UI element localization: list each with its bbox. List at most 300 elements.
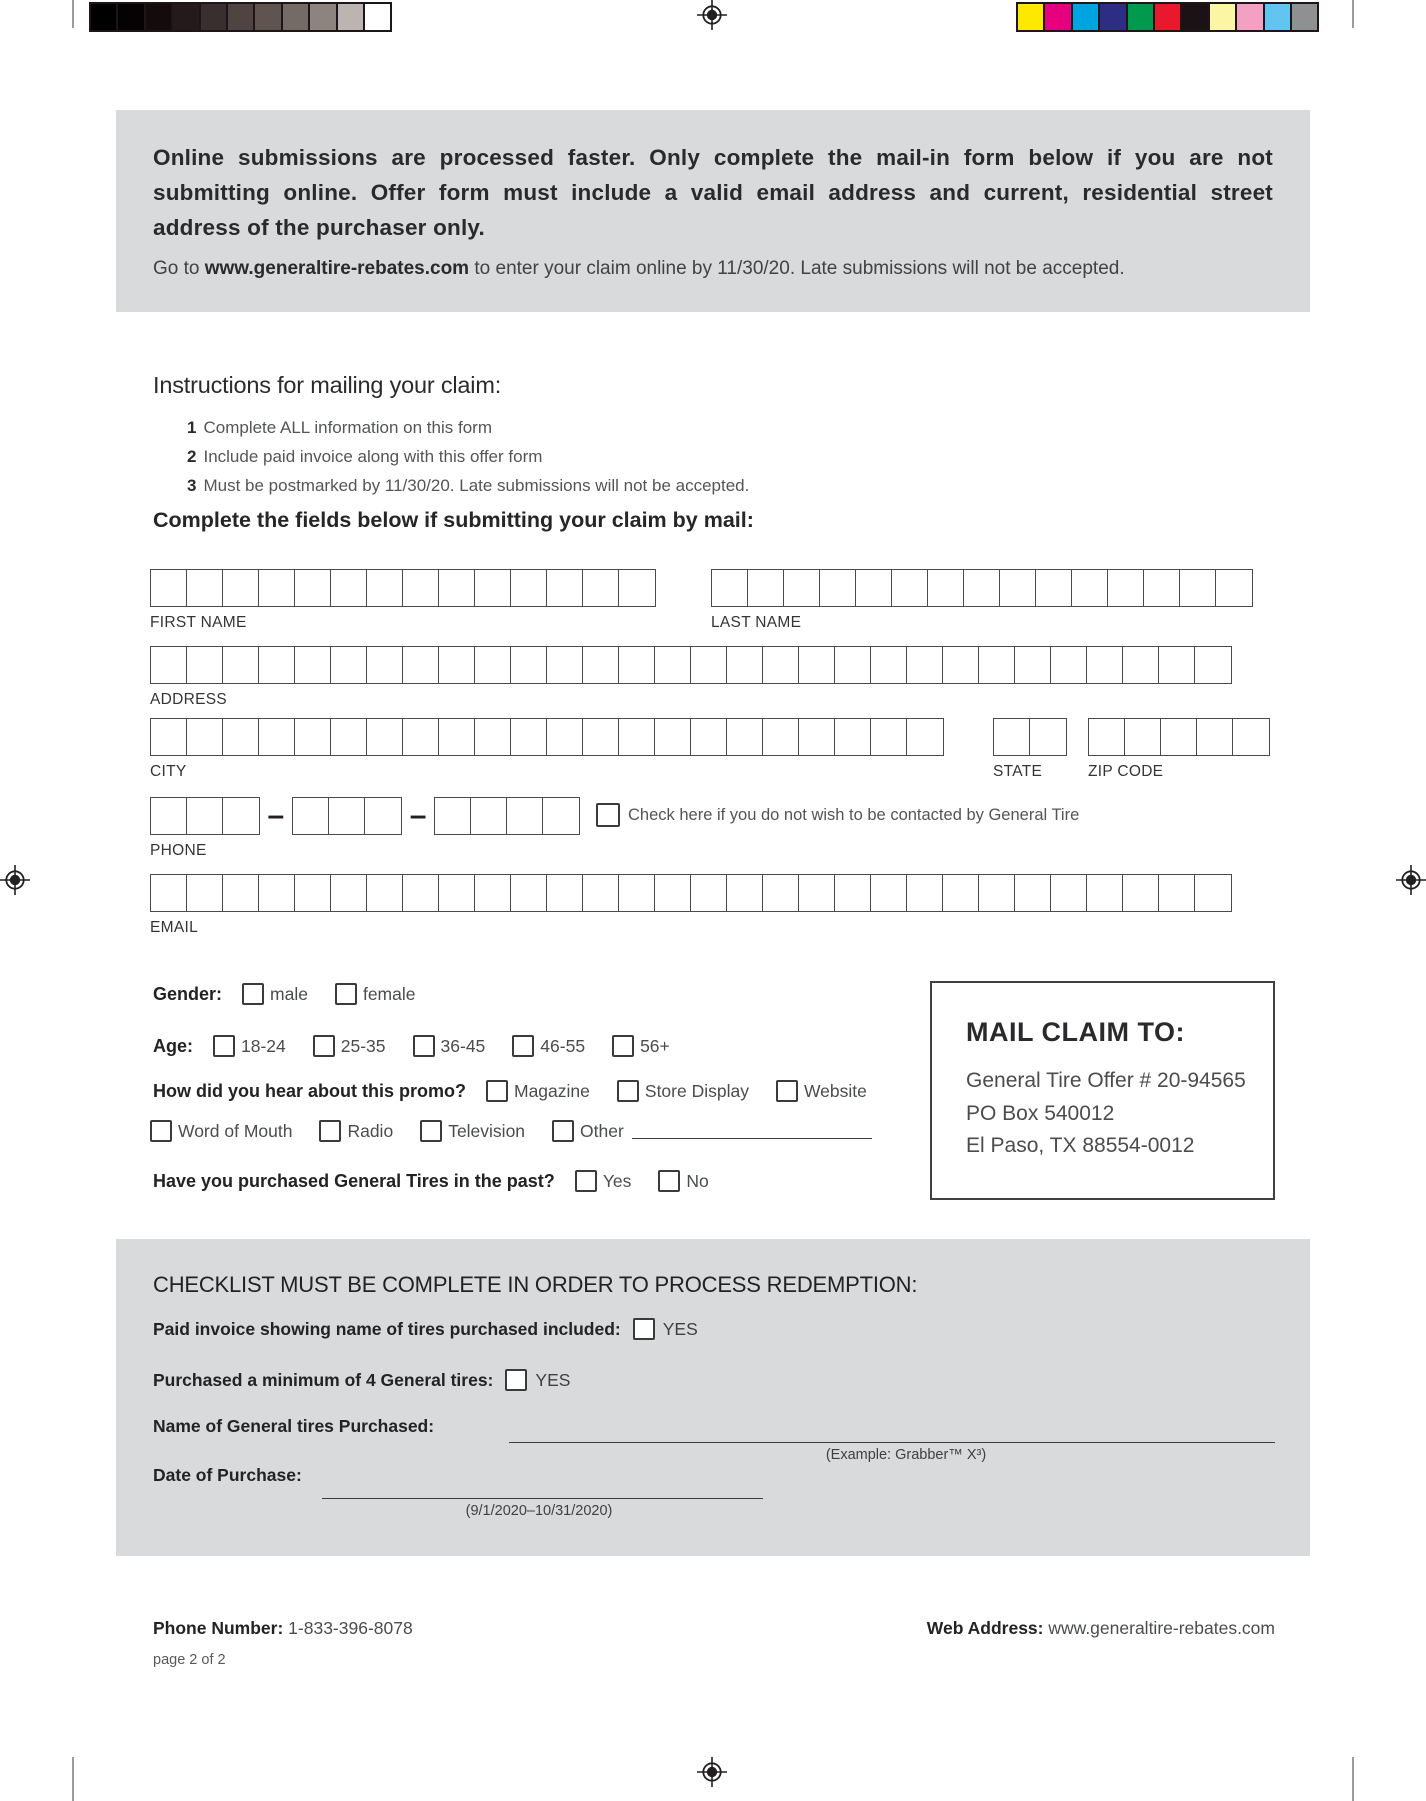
char-box[interactable]: [438, 646, 476, 684]
instruction-text: Complete ALL information on this form: [203, 418, 492, 437]
char-box[interactable]: [1158, 646, 1196, 684]
calibration-swatch: [1290, 2, 1319, 32]
gender-checkbox-male[interactable]: [242, 983, 264, 1005]
promo-label-website: Website: [803, 1080, 867, 1101]
promo-options-line1: [486, 1080, 867, 1102]
instruction-item: [187, 442, 1203, 471]
invoice-yes-checkbox[interactable]: [633, 1318, 655, 1340]
char-box[interactable]: [474, 874, 512, 912]
other-write-in-line[interactable]: [632, 1138, 872, 1139]
char-box[interactable]: [654, 874, 692, 912]
char-box[interactable]: [870, 718, 908, 756]
calibration-swatch: [308, 2, 337, 32]
past-purchase-options: [575, 1170, 709, 1192]
registration-mark-icon: [697, 1757, 727, 1787]
phone-dash: –: [409, 799, 427, 832]
mailing-instructions: [153, 372, 1203, 500]
phone-group: [434, 797, 580, 835]
promo-option-television: [420, 1120, 525, 1142]
contact-optout-checkbox[interactable]: [596, 803, 620, 827]
char-box[interactable]: [618, 569, 656, 607]
char-box[interactable]: [726, 874, 764, 912]
zip-field: [1088, 718, 1270, 781]
age-question: Age:: [153, 1035, 193, 1056]
minimum-yes-label: YES: [535, 1369, 571, 1390]
instruction-item: [187, 413, 1203, 442]
char-box[interactable]: [438, 569, 476, 607]
mail-claim-heading: MAIL CLAIM TO:: [966, 1017, 1185, 1047]
promo-checkbox-magazine[interactable]: [486, 1080, 508, 1102]
char-box[interactable]: [294, 646, 332, 684]
promo-checkbox-television[interactable]: [420, 1120, 442, 1142]
address-boxes: [150, 646, 1232, 684]
online-submission-notice: [116, 110, 1310, 312]
char-box[interactable]: [870, 646, 908, 684]
checklist-tire-name-item: [153, 1416, 446, 1437]
char-box[interactable]: [690, 874, 728, 912]
redemption-checklist: [116, 1239, 1310, 1556]
char-box[interactable]: [582, 874, 620, 912]
mail-claim-address: [966, 1065, 1246, 1163]
char-box[interactable]: [726, 718, 764, 756]
char-box[interactable]: [1194, 646, 1232, 684]
age-label-36-45: 36-45: [440, 1035, 486, 1056]
age-label-56: 56+: [640, 1035, 670, 1056]
state-field: [993, 718, 1067, 781]
past-label-no: No: [686, 1170, 709, 1191]
char-box[interactable]: [1071, 569, 1109, 607]
char-box[interactable]: [819, 569, 857, 607]
age-checkbox-18-24[interactable]: [213, 1035, 235, 1057]
promo-source-row: [153, 1080, 867, 1102]
char-box[interactable]: [999, 569, 1037, 607]
instruction-number: 2: [187, 447, 197, 466]
gender-label-female: female: [362, 983, 416, 1004]
promo-checkbox-other[interactable]: [552, 1120, 574, 1142]
char-box[interactable]: [366, 569, 404, 607]
char-box[interactable]: [330, 874, 368, 912]
char-box[interactable]: [186, 797, 224, 835]
char-box[interactable]: [546, 646, 584, 684]
calibration-swatch: [171, 2, 200, 32]
phone-label: PHONE: [150, 842, 207, 859]
calibration-swatch: [1126, 2, 1155, 32]
char-box[interactable]: [993, 718, 1031, 756]
age-checkbox-36-45[interactable]: [413, 1035, 435, 1057]
calibration-swatch: [1153, 2, 1182, 32]
char-box[interactable]: [582, 718, 620, 756]
state-label: STATE: [993, 763, 1043, 780]
char-box[interactable]: [618, 718, 656, 756]
gender-row: [153, 983, 415, 1005]
char-box[interactable]: [1050, 874, 1088, 912]
char-box[interactable]: [402, 569, 440, 607]
char-box[interactable]: [474, 569, 512, 607]
char-box[interactable]: [402, 874, 440, 912]
email-label: EMAIL: [150, 919, 199, 936]
char-box[interactable]: [1107, 569, 1145, 607]
calibration-swatch: [363, 2, 392, 32]
char-box[interactable]: [762, 718, 800, 756]
minimum-item-label: Purchased a minimum of 4 General tires:: [153, 1369, 494, 1390]
char-box[interactable]: [855, 569, 893, 607]
char-box[interactable]: [258, 718, 296, 756]
char-box[interactable]: [222, 646, 260, 684]
crop-mark: [1352, 0, 1354, 28]
phone-group: [150, 797, 260, 835]
tire-name-label: Name of General tires Purchased:: [153, 1416, 435, 1436]
promo-label-store-display: Store Display: [644, 1080, 749, 1101]
char-box[interactable]: [510, 874, 548, 912]
char-box[interactable]: [1215, 569, 1253, 607]
char-box[interactable]: [366, 646, 404, 684]
promo-checkbox-website[interactable]: [776, 1080, 798, 1102]
calibration-swatch: [226, 2, 255, 32]
instructions-heading: Instructions for mailing your claim:: [153, 372, 502, 398]
calibration-swatch: [1235, 2, 1264, 32]
char-box[interactable]: [1158, 874, 1196, 912]
registration-mark-icon: [697, 0, 727, 30]
mail-address-line: PO Box 540012: [966, 1101, 1115, 1125]
char-box[interactable]: [438, 874, 476, 912]
phone-group: [292, 797, 402, 835]
checklist-date-item: [153, 1465, 314, 1486]
promo-source-row-2: [150, 1120, 872, 1142]
phone-dash: –: [267, 799, 285, 832]
calibration-swatch: [116, 2, 145, 32]
gender-options: [242, 983, 415, 1005]
mail-address-line: General Tire Offer # 20-94565: [966, 1069, 1246, 1092]
char-box[interactable]: [222, 569, 260, 607]
age-label-25-35: 25-35: [340, 1035, 386, 1056]
calibration-swatch: [89, 2, 118, 32]
char-box[interactable]: [798, 646, 836, 684]
gender-checkbox-female[interactable]: [335, 983, 357, 1005]
char-box[interactable]: [330, 569, 368, 607]
char-box[interactable]: [364, 797, 402, 835]
char-box[interactable]: [942, 874, 980, 912]
char-box[interactable]: [906, 874, 944, 912]
char-box[interactable]: [762, 874, 800, 912]
char-box[interactable]: [906, 718, 944, 756]
char-box[interactable]: [546, 874, 584, 912]
checklist-minimum-item: [153, 1369, 570, 1391]
registration-mark-icon: [0, 865, 30, 895]
char-box[interactable]: [762, 646, 800, 684]
promo-options-line2: [150, 1120, 624, 1142]
calibration-swatch: [144, 2, 173, 32]
calibration-swatch: [1016, 2, 1045, 32]
age-checkbox-46-55[interactable]: [512, 1035, 534, 1057]
invoice-yes-label: YES: [662, 1318, 698, 1339]
char-box[interactable]: [618, 874, 656, 912]
age-options: [213, 1035, 670, 1057]
char-box[interactable]: [470, 797, 508, 835]
char-box[interactable]: [366, 874, 404, 912]
past-option-yes: [575, 1170, 632, 1192]
char-box[interactable]: [186, 718, 224, 756]
char-box[interactable]: [1122, 646, 1160, 684]
address-field: [150, 646, 1232, 709]
instruction-item: [187, 471, 1203, 500]
promo-checkbox-radio[interactable]: [319, 1120, 341, 1142]
char-box[interactable]: [222, 718, 260, 756]
char-box[interactable]: [942, 646, 980, 684]
contact-optout-label: Check here if you do not wish to be contacted by General Tire: [628, 805, 1080, 824]
char-box[interactable]: [1143, 569, 1181, 607]
instruction-number: 1: [187, 418, 197, 437]
rebate-url: www.generaltire-rebates.com: [204, 258, 470, 279]
calibration-swatch: [1098, 2, 1127, 32]
purchase-date-label: Date of Purchase:: [153, 1465, 302, 1485]
char-box[interactable]: [1232, 718, 1270, 756]
char-box[interactable]: [1086, 874, 1124, 912]
promo-option-radio: [319, 1120, 393, 1142]
footer-phone-value: 1-833-396-8078: [288, 1618, 413, 1638]
char-box[interactable]: [927, 569, 965, 607]
instructions-list: [153, 413, 1203, 500]
gender-option-female: [335, 983, 416, 1005]
char-box[interactable]: [654, 718, 692, 756]
char-box[interactable]: [330, 646, 368, 684]
calibration-swatch: [1043, 2, 1072, 32]
char-box[interactable]: [1014, 646, 1052, 684]
char-box[interactable]: [150, 718, 188, 756]
char-box[interactable]: [834, 718, 872, 756]
char-box[interactable]: [1088, 718, 1126, 756]
age-option-56: [612, 1035, 670, 1057]
calibration-swatch: [281, 2, 310, 32]
char-box[interactable]: [654, 646, 692, 684]
invoice-item-label: Paid invoice showing name of tires purchased included:: [153, 1318, 621, 1339]
age-option-25-35: [313, 1035, 386, 1057]
char-box[interactable]: [1124, 718, 1162, 756]
char-box[interactable]: [510, 569, 548, 607]
char-box[interactable]: [330, 718, 368, 756]
char-box[interactable]: [963, 569, 1001, 607]
crop-mark: [72, 0, 74, 28]
promo-checkbox-store-display[interactable]: [617, 1080, 639, 1102]
minimum-yes-checkbox[interactable]: [505, 1369, 527, 1391]
mail-address-line: El Paso, TX 88554-0012: [966, 1134, 1195, 1157]
promo-checkbox-word-of-mouth[interactable]: [150, 1120, 172, 1142]
char-box[interactable]: [150, 569, 188, 607]
footer-phone-label: Phone Number:: [153, 1618, 284, 1638]
instruction-text: Include paid invoice along with this offer form: [203, 447, 543, 466]
checklist-invoice-item: [153, 1318, 698, 1340]
char-box[interactable]: [834, 874, 872, 912]
last-name-boxes: [711, 569, 1253, 607]
footer-web-label: Web Address:: [926, 1618, 1044, 1638]
char-box[interactable]: [294, 874, 332, 912]
phone-field: [150, 797, 580, 860]
calibration-swatch: [199, 2, 228, 32]
promo-option-website: [776, 1080, 867, 1102]
mail-claim-to-box: [930, 981, 1275, 1200]
purchase-date-write-in-line[interactable]: [322, 1450, 763, 1499]
age-checkbox-25-35[interactable]: [313, 1035, 335, 1057]
tire-name-example-hint: (Example: Grabber™ X³): [825, 1447, 987, 1463]
form-section-heading: Complete the fields below if submitting your claim by mail:: [153, 508, 754, 532]
char-box[interactable]: [546, 569, 584, 607]
state-boxes: [993, 718, 1067, 756]
past-checkbox-yes[interactable]: [575, 1170, 597, 1192]
char-box[interactable]: [258, 646, 296, 684]
gender-option-male: [242, 983, 308, 1005]
zip-boxes: [1088, 718, 1270, 756]
char-box[interactable]: [618, 646, 656, 684]
note-prefix: Go to: [153, 258, 205, 279]
color-calibration-bar: [1016, 2, 1319, 32]
grayscale-calibration-bar: [89, 2, 392, 32]
calibration-swatch: [253, 2, 282, 32]
char-box[interactable]: [1029, 718, 1067, 756]
char-box[interactable]: [1035, 569, 1073, 607]
char-box[interactable]: [222, 874, 260, 912]
char-box[interactable]: [510, 718, 548, 756]
char-box[interactable]: [1122, 874, 1160, 912]
phone-boxes: [150, 797, 580, 835]
char-box[interactable]: [294, 718, 332, 756]
past-option-no: [658, 1170, 708, 1192]
char-box[interactable]: [1194, 874, 1232, 912]
char-box[interactable]: [258, 569, 296, 607]
note-suffix: to enter your claim online by 11/30/20. Late submissions will not be accepted.: [469, 258, 1125, 279]
promo-question: How did you hear about this promo?: [153, 1080, 466, 1101]
char-box[interactable]: [438, 718, 476, 756]
char-box[interactable]: [978, 646, 1016, 684]
char-box[interactable]: [258, 874, 296, 912]
char-box[interactable]: [726, 646, 764, 684]
promo-label-radio: Radio: [347, 1120, 394, 1141]
notice-text: Online submissions are processed faster. Only complete the mail-in form below if you are not submitting online. Offer form must include a valid email address and current, residential street address of the purchaser only.: [153, 145, 1273, 240]
char-box[interactable]: [1086, 646, 1124, 684]
char-box[interactable]: [978, 874, 1016, 912]
char-box[interactable]: [402, 718, 440, 756]
age-checkbox-56[interactable]: [612, 1035, 634, 1057]
zip-label: ZIP CODE: [1088, 763, 1164, 780]
char-box[interactable]: [711, 569, 749, 607]
past-checkbox-no[interactable]: [658, 1170, 680, 1192]
char-box[interactable]: [328, 797, 366, 835]
calibration-swatch: [1180, 2, 1209, 32]
past-label-yes: Yes: [602, 1170, 632, 1191]
tire-name-write-in-line[interactable]: [509, 1401, 1275, 1443]
email-field: [150, 874, 1232, 937]
char-box[interactable]: [150, 874, 188, 912]
footer-phone: [153, 1618, 413, 1639]
char-box[interactable]: [1179, 569, 1217, 607]
char-box[interactable]: [834, 646, 872, 684]
last-name-label: LAST NAME: [711, 614, 802, 631]
char-box[interactable]: [294, 569, 332, 607]
char-box[interactable]: [1196, 718, 1234, 756]
char-box[interactable]: [1050, 646, 1088, 684]
age-row: [153, 1035, 670, 1057]
age-label-18-24: 18-24: [241, 1035, 286, 1056]
char-box[interactable]: [906, 646, 944, 684]
purchase-date-range-hint: (9/1/2020–10/31/2020): [465, 1503, 613, 1519]
char-box[interactable]: [510, 646, 548, 684]
char-box[interactable]: [222, 797, 260, 835]
age-option-36-45: [413, 1035, 486, 1057]
char-box[interactable]: [891, 569, 929, 607]
crop-mark: [72, 1757, 74, 1801]
registration-mark-icon: [1396, 865, 1426, 895]
char-box[interactable]: [747, 569, 785, 607]
email-boxes: [150, 874, 1232, 912]
last-name-field: [711, 569, 1253, 632]
char-box[interactable]: [434, 797, 472, 835]
char-box[interactable]: [798, 874, 836, 912]
char-box[interactable]: [366, 718, 404, 756]
city-field: [150, 718, 944, 781]
instruction-number: 3: [187, 476, 197, 495]
address-label: ADDRESS: [150, 691, 228, 708]
promo-label-word-of-mouth: Word of Mouth: [178, 1120, 293, 1141]
char-box[interactable]: [582, 569, 620, 607]
char-box[interactable]: [186, 874, 224, 912]
char-box[interactable]: [546, 718, 584, 756]
instruction-text: Must be postmarked by 11/30/20. Late submissions will not be accepted.: [203, 476, 750, 495]
calibration-swatch: [336, 2, 365, 32]
gender-label-male: male: [270, 983, 308, 1004]
calibration-swatch: [1263, 2, 1292, 32]
first-name-field: [150, 569, 656, 632]
char-box[interactable]: [542, 797, 580, 835]
promo-label-television: Television: [448, 1120, 526, 1141]
char-box[interactable]: [474, 718, 512, 756]
city-label: CITY: [150, 763, 187, 780]
contact-optout: [596, 803, 1079, 827]
char-box[interactable]: [690, 646, 728, 684]
promo-option-store-display: [617, 1080, 749, 1102]
checklist-heading: CHECKLIST MUST BE COMPLETE IN ORDER TO PROCESS REDEMPTION:: [153, 1272, 918, 1297]
char-box[interactable]: [783, 569, 821, 607]
notice-note: [153, 258, 1273, 280]
promo-option-magazine: [486, 1080, 590, 1102]
char-box[interactable]: [150, 646, 188, 684]
promo-label-magazine: Magazine: [514, 1080, 590, 1101]
char-box[interactable]: [798, 718, 836, 756]
gender-question: Gender:: [153, 983, 223, 1004]
char-box[interactable]: [292, 797, 330, 835]
char-box[interactable]: [186, 646, 224, 684]
char-box[interactable]: [506, 797, 544, 835]
char-box[interactable]: [1160, 718, 1198, 756]
promo-option-word-of-mouth: [150, 1120, 292, 1142]
first-name-boxes: [150, 569, 656, 607]
char-box[interactable]: [150, 797, 188, 835]
char-box[interactable]: [582, 646, 620, 684]
char-box[interactable]: [402, 646, 440, 684]
footer-web: [927, 1618, 1275, 1639]
page-number: page 2 of 2: [153, 1652, 226, 1668]
first-name-label: FIRST NAME: [150, 614, 247, 631]
char-box[interactable]: [870, 874, 908, 912]
promo-option-other: [552, 1120, 624, 1142]
calibration-swatch: [1208, 2, 1237, 32]
char-box[interactable]: [690, 718, 728, 756]
past-purchase-row: [153, 1170, 709, 1192]
age-option-46-55: [512, 1035, 585, 1057]
char-box[interactable]: [1014, 874, 1052, 912]
char-box[interactable]: [474, 646, 512, 684]
char-box[interactable]: [186, 569, 224, 607]
past-purchase-question: Have you purchased General Tires in the past?: [153, 1170, 555, 1191]
age-label-46-55: 46-55: [540, 1035, 586, 1056]
calibration-swatch: [1071, 2, 1100, 32]
